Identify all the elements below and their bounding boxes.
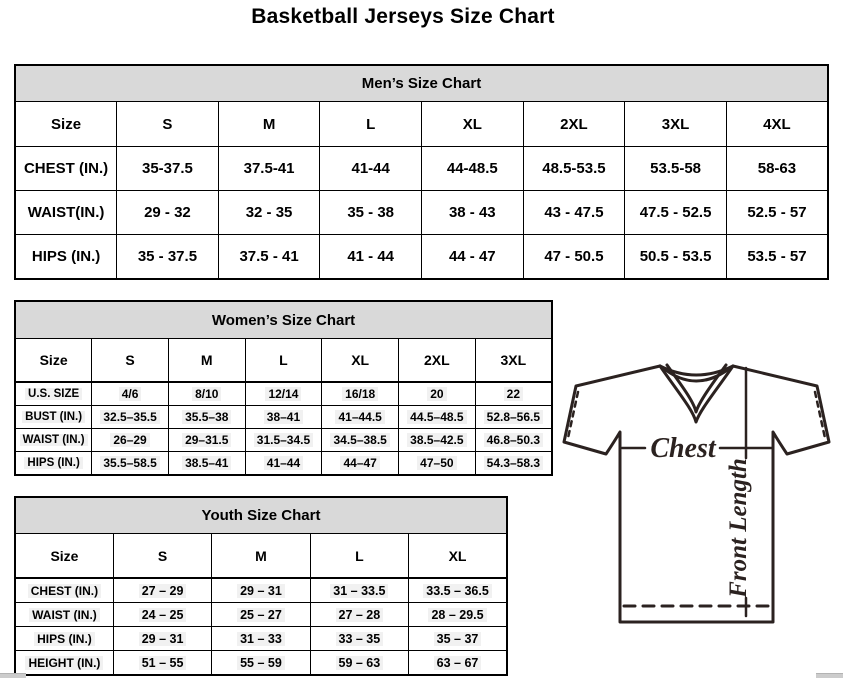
size-column-header: XL <box>409 534 507 579</box>
row-label-text: HIPS (IN.) <box>34 632 95 646</box>
row-label-text: CHEST (IN.) <box>28 584 101 598</box>
size-value-cell <box>212 578 310 603</box>
row-label <box>15 191 117 235</box>
size-value-text: 35 – 37 <box>434 632 482 646</box>
size-value-text: 26–29 <box>110 433 149 447</box>
womens-size-table <box>14 300 553 476</box>
table-section-title: Men’s Size Chart <box>15 65 828 102</box>
size-value-text: 35 - 37.5 <box>137 248 198 265</box>
row-label <box>15 406 92 429</box>
scrollbar-fragment-left[interactable] <box>0 673 26 678</box>
size-value-cell <box>92 406 169 429</box>
size-column-header: 3XL <box>475 339 552 383</box>
size-column-header: L <box>320 102 422 147</box>
size-value-cell <box>322 382 399 406</box>
size-value-text: 38.5–41 <box>182 456 231 470</box>
size-value-text: 32 - 35 <box>245 204 293 221</box>
size-value-text: 16/18 <box>342 387 378 401</box>
size-value-text: 58-63 <box>757 160 797 177</box>
size-value-cell <box>310 627 408 651</box>
table-row <box>15 578 507 603</box>
row-label <box>15 147 117 191</box>
size-column-header: XL <box>422 102 524 147</box>
table-row <box>15 235 828 280</box>
size-value-cell <box>625 235 727 280</box>
row-label-text: WAIST (IN.) <box>29 608 100 622</box>
size-value-text: 52.8–56.5 <box>484 410 543 424</box>
row-label-text: HIPS (IN.) <box>24 457 82 469</box>
size-value-cell <box>310 603 408 627</box>
size-value-text: 41-44 <box>351 160 390 177</box>
size-value-cell <box>117 191 219 235</box>
table-row <box>15 147 828 191</box>
size-value-text: 38 - 43 <box>448 204 496 221</box>
size-value-text: 50.5 - 53.5 <box>639 248 712 265</box>
size-value-text: 20 <box>427 387 446 401</box>
size-value-text: 43 - 47.5 <box>544 204 604 221</box>
size-value-cell <box>422 147 524 191</box>
size-value-cell <box>320 191 422 235</box>
size-value-cell <box>475 429 552 452</box>
size-column-header: L <box>310 534 408 579</box>
size-header: Size <box>15 339 92 383</box>
size-value-cell <box>409 651 507 676</box>
row-label <box>15 578 113 603</box>
size-value-cell <box>625 191 727 235</box>
size-value-text: 48.5-53.5 <box>542 160 606 177</box>
size-value-cell <box>726 191 828 235</box>
size-value-text: 31 – 33 <box>237 632 285 646</box>
size-value-text: 55 – 59 <box>237 656 285 670</box>
mens-size-table <box>14 64 829 280</box>
size-value-cell <box>475 452 552 476</box>
row-label-text: HIPS (IN.) <box>31 248 101 265</box>
size-value-text: 51 – 55 <box>139 656 187 670</box>
table-row <box>15 382 552 406</box>
page-title: Basketball Jerseys Size Chart <box>251 5 555 28</box>
size-value-cell <box>168 452 245 476</box>
table-row <box>15 406 552 429</box>
row-label-text: BUST (IN.) <box>22 411 85 423</box>
size-column-header: 4XL <box>726 102 828 147</box>
size-column-header: 3XL <box>625 102 727 147</box>
size-column-header: 2XL <box>399 339 476 383</box>
size-column-header: S <box>113 534 211 579</box>
size-value-text: 8/10 <box>192 387 221 401</box>
size-column-header: S <box>117 102 219 147</box>
size-value-cell <box>92 382 169 406</box>
size-value-cell <box>168 429 245 452</box>
size-value-text: 44–47 <box>340 456 379 470</box>
size-value-cell <box>113 651 211 676</box>
size-value-cell <box>212 651 310 676</box>
size-value-cell <box>409 627 507 651</box>
row-label <box>15 627 113 651</box>
size-value-cell <box>92 429 169 452</box>
size-value-text: 35 - 38 <box>347 204 395 221</box>
size-value-cell <box>409 603 507 627</box>
size-value-text: 29 – 31 <box>139 632 187 646</box>
size-header: Size <box>15 534 113 579</box>
size-value-text: 47 - 50.5 <box>544 248 604 265</box>
size-value-text: 46.8–50.3 <box>484 433 543 447</box>
size-column-header: S <box>92 339 169 383</box>
row-label <box>15 452 92 476</box>
row-label <box>15 651 113 676</box>
front-length-label: Front Length <box>725 458 752 598</box>
row-label <box>15 603 113 627</box>
size-value-text: 22 <box>504 387 523 401</box>
size-value-cell <box>399 429 476 452</box>
size-header: Size <box>15 102 117 147</box>
size-value-text: 44 - 47 <box>448 248 496 265</box>
size-value-text: 37.5-41 <box>243 160 295 177</box>
size-value-text: 38.5–42.5 <box>407 433 466 447</box>
size-value-text: 41–44 <box>264 456 303 470</box>
size-value-cell <box>218 147 320 191</box>
size-value-cell <box>117 235 219 280</box>
row-label-text: WAIST (IN.) <box>20 434 88 446</box>
size-value-text: 41–44.5 <box>335 410 384 424</box>
table-row <box>15 651 507 676</box>
size-column-header: 2XL <box>523 102 625 147</box>
size-value-cell <box>245 382 322 406</box>
size-value-cell <box>245 452 322 476</box>
size-value-cell <box>625 147 727 191</box>
size-value-text: 29–31.5 <box>182 433 231 447</box>
size-column-header: L <box>245 339 322 383</box>
row-label-text: HEIGHT (IN.) <box>25 656 103 670</box>
size-column-header: M <box>168 339 245 383</box>
table-section-title: Youth Size Chart <box>15 497 507 534</box>
size-value-cell <box>168 406 245 429</box>
table-row <box>15 627 507 651</box>
size-value-text: 33.5 – 36.5 <box>423 584 492 598</box>
size-value-cell <box>523 147 625 191</box>
size-value-text: 28 – 29.5 <box>428 608 486 622</box>
size-value-cell <box>310 651 408 676</box>
size-value-cell <box>117 147 219 191</box>
chest-label: Chest <box>650 433 716 464</box>
size-value-cell <box>212 603 310 627</box>
size-value-text: 31 – 33.5 <box>330 584 388 598</box>
size-value-text: 37.5 - 41 <box>239 248 299 265</box>
size-value-cell <box>322 429 399 452</box>
size-value-cell <box>322 406 399 429</box>
size-value-cell <box>168 382 245 406</box>
size-value-cell <box>422 191 524 235</box>
size-value-text: 41 - 44 <box>347 248 395 265</box>
size-value-cell <box>399 452 476 476</box>
size-value-cell <box>726 235 828 280</box>
size-value-cell <box>399 382 476 406</box>
size-value-text: 35-37.5 <box>142 160 193 177</box>
table-row <box>15 191 828 235</box>
table-section-title: Women’s Size Chart <box>15 301 552 339</box>
table-row <box>15 452 552 476</box>
size-value-text: 47–50 <box>417 456 456 470</box>
size-value-cell <box>92 452 169 476</box>
size-value-text: 44-48.5 <box>446 160 498 177</box>
size-value-text: 27 – 29 <box>139 584 187 598</box>
size-value-cell <box>726 147 828 191</box>
size-value-text: 59 – 63 <box>336 656 384 670</box>
row-label <box>15 235 117 280</box>
row-label-text: U.S. SIZE <box>25 388 82 400</box>
table-row <box>15 603 507 627</box>
size-value-cell <box>523 191 625 235</box>
size-value-cell <box>523 235 625 280</box>
size-value-text: 54.3–58.3 <box>484 456 543 470</box>
size-value-text: 29 - 32 <box>144 204 191 221</box>
size-value-cell <box>399 406 476 429</box>
size-value-cell <box>113 578 211 603</box>
size-value-cell <box>245 429 322 452</box>
size-value-cell <box>409 578 507 603</box>
size-value-text: 24 – 25 <box>139 608 187 622</box>
size-value-cell <box>310 578 408 603</box>
row-label <box>15 382 92 406</box>
size-column-header: M <box>212 534 310 579</box>
size-value-cell <box>245 406 322 429</box>
size-value-text: 52.5 - 57 <box>747 204 807 221</box>
row-label <box>15 429 92 452</box>
size-value-text: 12/14 <box>265 387 301 401</box>
size-value-text: 47.5 - 52.5 <box>639 204 712 221</box>
size-value-text: 35.5–58.5 <box>100 456 159 470</box>
size-value-cell <box>322 452 399 476</box>
size-value-cell <box>320 235 422 280</box>
size-value-cell <box>475 382 552 406</box>
size-value-text: 29 – 31 <box>237 584 285 598</box>
row-label-text: WAIST(IN.) <box>27 204 105 221</box>
size-column-header: XL <box>322 339 399 383</box>
size-value-text: 53.5 - 57 <box>747 248 807 265</box>
size-value-cell <box>113 603 211 627</box>
size-value-text: 32.5–35.5 <box>100 410 159 424</box>
size-value-text: 25 – 27 <box>237 608 285 622</box>
size-value-text: 4/6 <box>119 387 142 401</box>
size-value-cell <box>212 627 310 651</box>
size-value-text: 34.5–38.5 <box>330 433 389 447</box>
size-value-cell <box>320 147 422 191</box>
size-value-text: 38–41 <box>264 410 303 424</box>
scrollbar-fragment-right[interactable] <box>816 673 843 678</box>
size-value-text: 44.5–48.5 <box>407 410 466 424</box>
size-value-cell <box>422 235 524 280</box>
size-column-header: M <box>218 102 320 147</box>
youth-size-table <box>14 496 508 676</box>
size-value-text: 63 – 67 <box>434 656 482 670</box>
jersey-measurement-diagram <box>556 358 837 630</box>
size-value-text: 35.5–38 <box>182 410 231 424</box>
row-label-text: CHEST (IN.) <box>23 160 109 177</box>
size-value-cell <box>218 191 320 235</box>
size-value-text: 31.5–34.5 <box>254 433 313 447</box>
size-value-text: 27 – 28 <box>336 608 384 622</box>
table-row <box>15 429 552 452</box>
size-value-cell <box>113 627 211 651</box>
size-value-cell <box>475 406 552 429</box>
size-value-text: 53.5-58 <box>650 160 701 177</box>
size-value-text: 33 – 35 <box>336 632 384 646</box>
size-value-cell <box>218 235 320 280</box>
jersey-outline <box>564 366 829 622</box>
